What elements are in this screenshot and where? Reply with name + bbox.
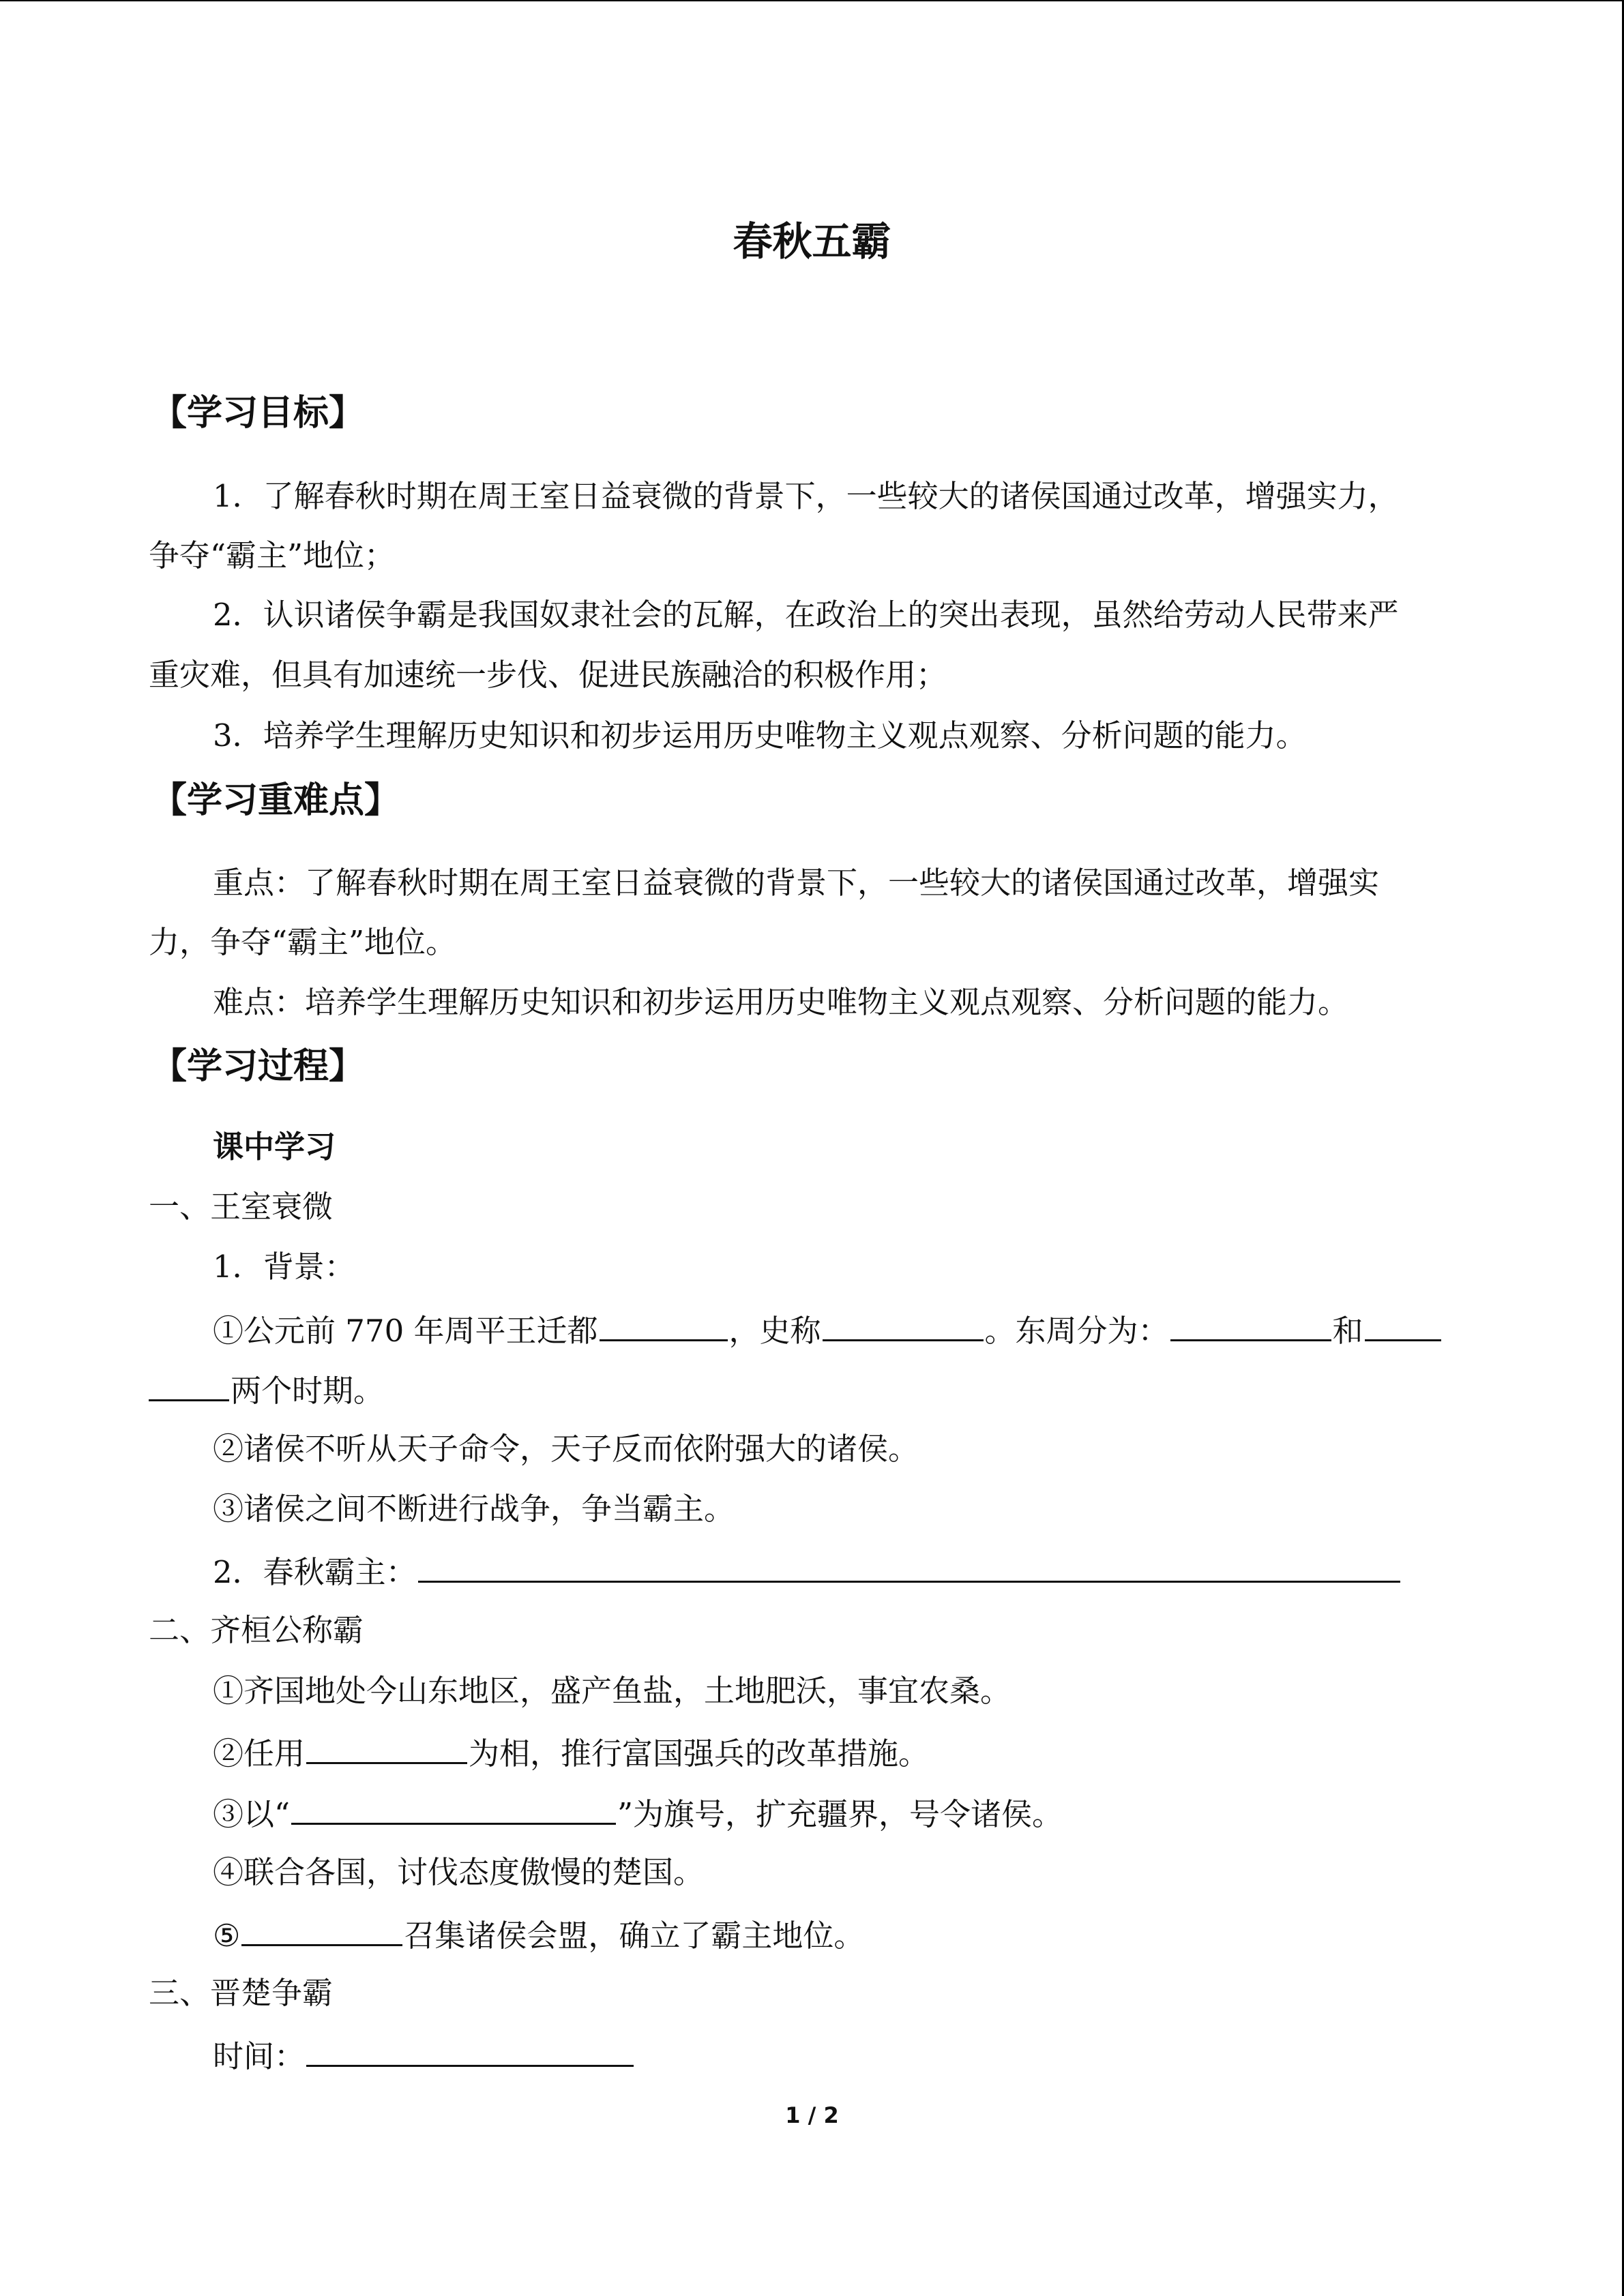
fill-blank[interactable] (1365, 1308, 1441, 1341)
part1-question-3: ③诸侯之间不断进行战争，争当霸主。 (213, 1491, 735, 1527)
part2-question-1: ①齐国地处今山东地区，盛产鱼盐，土地肥沃，事宜农桑。 (213, 1673, 1012, 1709)
fill-blank[interactable] (306, 1731, 467, 1764)
part1-question-1-cont (149, 1368, 384, 1412)
goal-item-2: 2．认识诸侯争霸是我国奴隶社会的瓦解，在政治上的突出表现，虽然给劳动人民带来严 (213, 597, 1399, 633)
page-number: 1 / 2 (785, 2102, 839, 2128)
fill-blank[interactable] (291, 1791, 616, 1825)
question-text: ②任用 (213, 1735, 306, 1772)
part1-question-2: ②诸侯不听从天子命令，天子反而依附强大的诸侯。 (213, 1431, 919, 1467)
part1-title: 一、王室衰微 (149, 1189, 334, 1225)
question-text: ①公元前 770 年周平王迁都 (213, 1313, 598, 1349)
fill-blank[interactable] (241, 1913, 402, 1946)
part3-time (213, 2033, 635, 2077)
part2-title: 二、齐桓公称霸 (149, 1612, 364, 1648)
question-text: 为相，推行富国强兵的改革措施。 (469, 1735, 930, 1772)
goal-item-2-cont: 重灾难，但具有加速统一步伐、促进民族融洽的积极作用； (149, 657, 947, 693)
fill-blank[interactable] (600, 1308, 728, 1341)
section-heading-keypoints: 【学习重难点】 (151, 779, 400, 821)
subheading-in-class: 课中学习 (213, 1129, 336, 1165)
section-heading-goals: 【学习目标】 (151, 392, 365, 434)
question-text: 召集诸侯会盟，确立了霸主地位。 (404, 1918, 865, 1954)
key-point-cont: 力，争夺“霸主”地位。 (149, 924, 457, 960)
question-text: 。东周分为： (984, 1313, 1169, 1349)
fill-blank[interactable] (306, 2033, 634, 2067)
part1-hegemons (213, 1549, 1402, 1593)
goal-item-3: 3．培养学生理解历史知识和初步运用历史唯物主义观点观察、分析问题的能力。 (213, 717, 1307, 754)
question-text: 时间： (213, 2038, 306, 2074)
question-text: ⑤ (213, 1918, 241, 1954)
question-text: ”为旗号，扩充疆界，号令诸侯。 (617, 1796, 1063, 1832)
fill-blank[interactable] (149, 1368, 229, 1401)
part1-background-label: 1．背景： (213, 1249, 355, 1285)
key-point: 重点：了解春秋时期在周王室日益衰微的背景下，一些较大的诸侯国通过改革，增强实 (213, 865, 1380, 901)
part2-question-3 (213, 1791, 1063, 1835)
question-text: 和 (1332, 1313, 1363, 1349)
question-text: 2．春秋霸主： (213, 1554, 417, 1590)
part2-question-5 (213, 1913, 864, 1956)
question-text: ③以“ (213, 1796, 291, 1832)
document-title: 春秋五霸 (733, 218, 891, 265)
goal-item-1: 1．了解春秋时期在周王室日益衰微的背景下，一些较大的诸侯国通过改革，增强实力， (213, 478, 1399, 514)
question-text: ，史称 (728, 1313, 821, 1349)
difficult-point: 难点：培养学生理解历史知识和初步运用历史唯物主义观点观察、分析问题的能力。 (213, 984, 1349, 1020)
part2-question-4: ④联合各国，讨伐态度傲慢的楚国。 (213, 1854, 705, 1890)
part1-question-1 (213, 1308, 1443, 1352)
fill-blank[interactable] (418, 1549, 1400, 1583)
part2-question-2 (213, 1731, 929, 1774)
page-border (0, 0, 1624, 1)
fill-blank[interactable] (823, 1308, 984, 1341)
section-heading-process: 【学习过程】 (151, 1045, 365, 1087)
fill-blank[interactable] (1170, 1308, 1331, 1341)
question-text: 两个时期。 (231, 1373, 385, 1409)
goal-item-1-cont: 争夺“霸主”地位； (149, 537, 396, 573)
part3-title: 三、晋楚争霸 (149, 1975, 334, 2011)
